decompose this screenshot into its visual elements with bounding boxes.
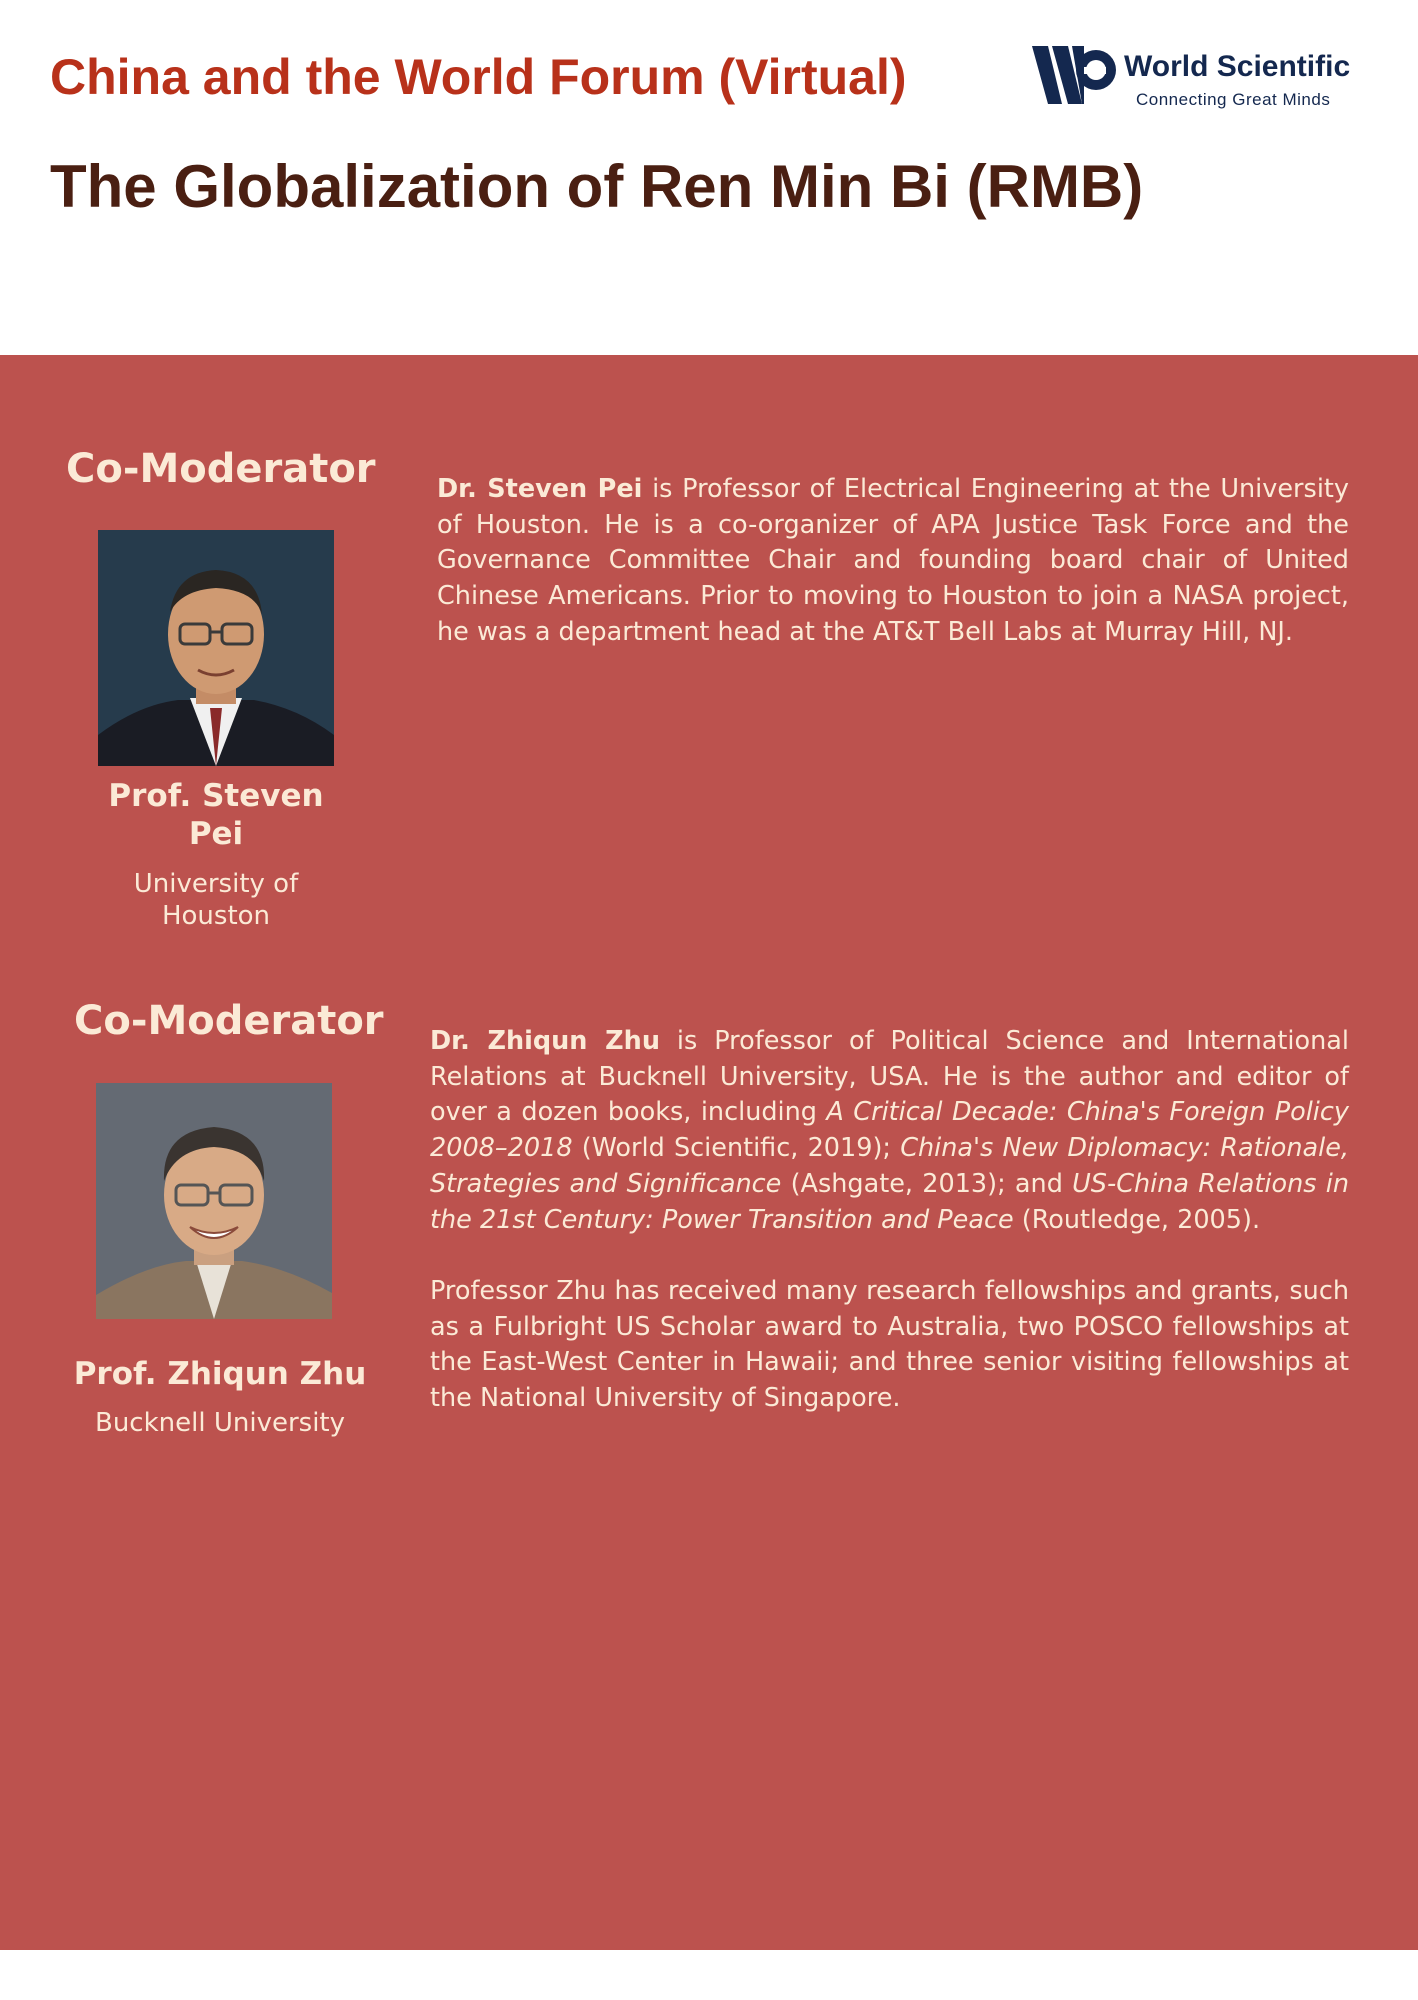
speaker-2-role: Co-Moderator: [74, 998, 384, 1044]
speaker-2-bio: [430, 1024, 1349, 1238]
speaker-2-bio-paragraph-2: Professor Zhu has received many research fellowships and grants, such as a Fulbright US Scholar award to Australia, two POSCO fellowships at the East-West Center in Hawaii; and three senior visiting fellowships at the National University of Singapore.: [430, 1276, 1349, 1414]
speaker-2-bio-text-4: (Routledge, 2005).: [1013, 1204, 1261, 1235]
speaker-1-bio: [437, 472, 1349, 651]
speaker-2-book-3: US-China Relations in the 21st Century: Power Transition and Peace: [430, 1168, 1349, 1235]
speaker-2-bio-text-2: (World Scientific, 2019);: [572, 1133, 901, 1164]
speaker-1-photo: [98, 530, 334, 766]
logo-name: World Scientific: [1124, 50, 1351, 83]
speaker-1-affiliation-line2: Houston: [161, 901, 271, 931]
speaker-2-name: Prof. Zhiqun Zhu: [73, 1356, 367, 1392]
speaker-2-book-1: A Critical Decade: China's Foreign Policy 2008–2018: [430, 1097, 1349, 1164]
world-scientific-logo-icon: [1032, 40, 1120, 110]
speaker-2-bio-name: Dr. Zhiqun Zhu: [430, 1026, 660, 1056]
page-header: [0, 0, 1418, 355]
page-title: The Globalization of Ren Min Bi (RMB): [50, 153, 1144, 220]
speaker-1-role: Co-Moderator: [66, 446, 376, 492]
world-scientific-logo: [1032, 40, 1372, 115]
speaker-1-bio-name: Dr. Steven Pei: [437, 474, 643, 504]
speaker-2-book-2: China's New Diplomacy: Rationale, Strategies and Significance: [430, 1133, 1349, 1199]
speaker-1-affiliation-line1: University of: [133, 869, 299, 899]
speaker-1-name: [66, 777, 366, 853]
forum-title: China and the World Forum (Virtual): [50, 49, 907, 105]
speaker-1-bio-text: is Professor of Electrical Engineering at the University of Houston. He is a co-organizer of APA Justice Task Force and the Governance Committee Chair and founding board chair of United Chinese Americans. Prior to moving to Houston to join a NASA project, he was a department head at the AT&T Bell Labs at Murray Hill, NJ.: [437, 474, 1349, 647]
logo-tagline: Connecting Great Minds: [1136, 90, 1331, 109]
speaker-2-photo: [96, 1083, 332, 1319]
speaker-1-affiliation: [66, 868, 366, 932]
speaker-1-name-line1: Prof. Steven: [108, 778, 324, 814]
speaker-2-bio-text-1: is Professor of Political Science and International Relations at Bucknell University, USA. He is the author and editor of over a dozen books, including: [430, 1026, 1349, 1128]
speaker-2-bio-text-3: (Ashgate, 2013); and: [781, 1168, 1073, 1199]
footer-strip: [0, 1950, 1418, 2000]
speaker-2-affiliation: Bucknell University: [94, 1408, 345, 1438]
speaker-1-name-line2: Pei: [188, 816, 244, 852]
